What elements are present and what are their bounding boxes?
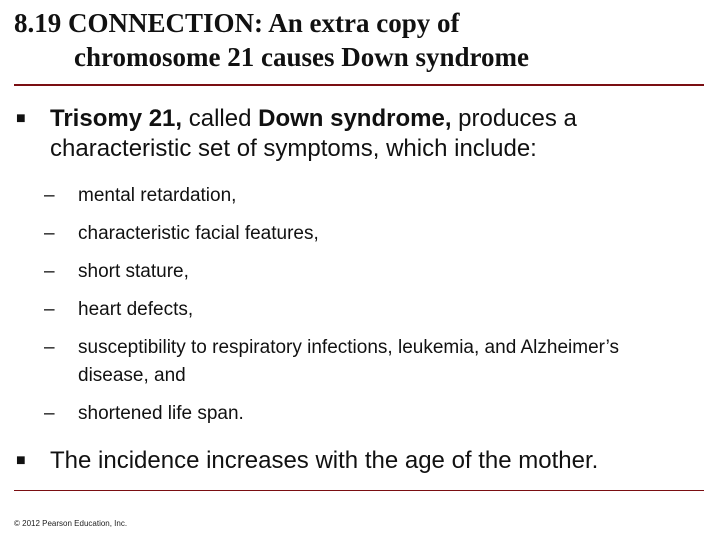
slide-title: [14, 6, 704, 74]
bold-trisomy: Trisomy 21,: [50, 105, 183, 132]
sub-item-5: [14, 334, 678, 390]
dash-icon: –: [44, 223, 55, 244]
bullet-incidence: [14, 446, 700, 476]
sub-item-text: susceptibility to respiratory infections, leukemia, and Alzheimer’s disease, and: [78, 337, 620, 386]
dash-icon: –: [44, 185, 55, 206]
sub-item-3: [14, 258, 678, 286]
sub-item-text: short stature,: [78, 261, 189, 282]
sub-item-6: [14, 400, 678, 428]
square-bullet-icon: ■: [16, 110, 26, 127]
dash-icon: –: [44, 299, 55, 320]
slide-title-line-2: chromosome 21 causes Down syndrome: [74, 42, 529, 72]
sub-item-text: characteristic facial features,: [78, 223, 319, 244]
footer-divider: [14, 490, 704, 491]
title-divider: [14, 84, 704, 86]
slide-body: [0, 104, 720, 476]
incidence-text: The incidence increases with the age of the mother.: [50, 447, 599, 474]
sub-item-1: [14, 182, 678, 210]
bullet-trisomy: [14, 104, 700, 164]
sub-item-2: [14, 220, 678, 248]
bold-down-syndrome: Down syndrome,: [258, 105, 452, 132]
copyright-footer: © 2012 Pearson Education, Inc.: [14, 519, 128, 528]
sub-item-text: heart defects,: [78, 299, 194, 320]
text-called: called: [182, 105, 259, 132]
sub-item-text: mental retardation,: [78, 185, 237, 206]
dash-icon: –: [44, 403, 55, 424]
text-symptoms: produces a characteristic set of symptoms, which include:: [50, 105, 577, 162]
dash-icon: –: [44, 337, 55, 358]
sub-item-text: shortened life span.: [78, 403, 244, 424]
square-bullet-icon: ■: [16, 452, 26, 469]
slide-title-line-1: 8.19 CONNECTION: An extra copy of: [14, 8, 460, 38]
sub-item-4: [14, 296, 678, 324]
dash-icon: –: [44, 261, 55, 282]
